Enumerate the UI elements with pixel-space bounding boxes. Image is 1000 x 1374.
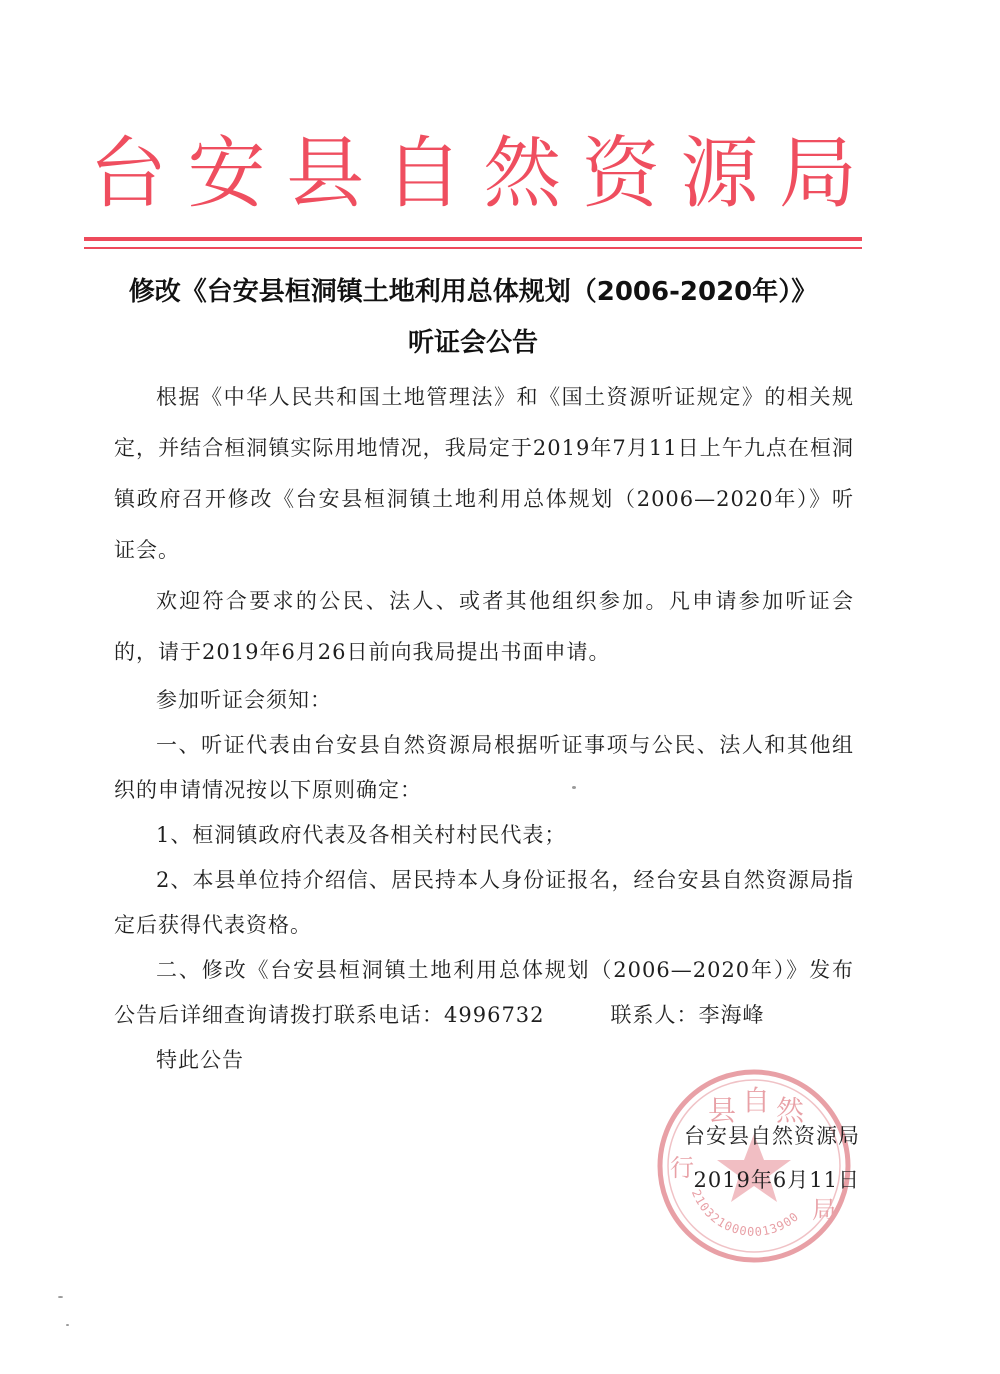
paragraph-rule-two: 二、修改《台安县桓洞镇土地利用总体规划（2006—2020年）》发布公告后详细查询请拨打联系电话：4996732 联系人：李海峰 xyxy=(114,958,854,1027)
masthead-char: 局 xyxy=(778,129,857,219)
paragraph-invitation: 欢迎符合要求的公民、法人、或者其他组织参加。凡申请参加听证会的，请于2019年6月26日前向我局提出书面申请。 xyxy=(114,589,854,664)
paragraph-item-2: 2、本县单位持介绍信、居民持本人身份证报名，经台安县自然资源局指定后获得代表资格。 xyxy=(114,868,854,937)
scan-speck xyxy=(572,786,576,789)
document-body xyxy=(114,372,854,1083)
scan-speck xyxy=(66,1324,69,1326)
masthead-char: 安 xyxy=(187,129,266,219)
paragraph-item-1: 1、桓洞镇政府代表及各相关村村民代表； xyxy=(156,823,567,847)
scan-speck xyxy=(58,1296,63,1298)
signature-date: 2019年6月11日 xyxy=(693,1168,860,1192)
seal-code: 2103210000013900 xyxy=(688,1187,802,1239)
seal-char: 行 xyxy=(670,1154,694,1182)
document-title-line2: 听证会公告 xyxy=(407,328,538,358)
paragraph-basis: 根据《中华人民共和国土地管理法》和《国土资源听证规定》的相关规定，并结合桓洞镇实际用地情况，我局定于2019年7月11日上午九点在桓洞镇政府召开修改《台安县桓洞镇土地利用总体规划（2006—2020年）》听证会。 xyxy=(114,385,854,562)
paragraph-notice-heading: 参加听证会须知： xyxy=(156,688,332,712)
masthead-char: 源 xyxy=(680,129,759,219)
paragraph-closing: 特此公告 xyxy=(156,1048,244,1072)
masthead-rule-thick xyxy=(84,237,862,241)
document-title-line1: 修改《台安县桓洞镇土地利用总体规划（2006-2020年）》 xyxy=(128,277,818,307)
masthead-rule-thin xyxy=(84,247,862,249)
seal-char: 局 xyxy=(812,1196,836,1224)
seal-char: 自 xyxy=(742,1084,771,1117)
masthead-char: 然 xyxy=(483,129,562,219)
masthead-char: 县 xyxy=(286,129,365,219)
masthead-char: 自 xyxy=(384,129,463,219)
seal-char: 然 xyxy=(776,1094,805,1127)
masthead-char: 资 xyxy=(581,129,660,219)
signature-organization: 台安县自然资源局 xyxy=(684,1124,860,1148)
seal-char: 县 xyxy=(708,1094,737,1127)
masthead-char: 台 xyxy=(88,129,167,219)
paragraph-rule-one: 一、听证代表由台安县自然资源局根据听证事项与公民、法人和其他组织的申请情况按以下原则确定： xyxy=(114,733,854,802)
masthead xyxy=(84,128,862,220)
